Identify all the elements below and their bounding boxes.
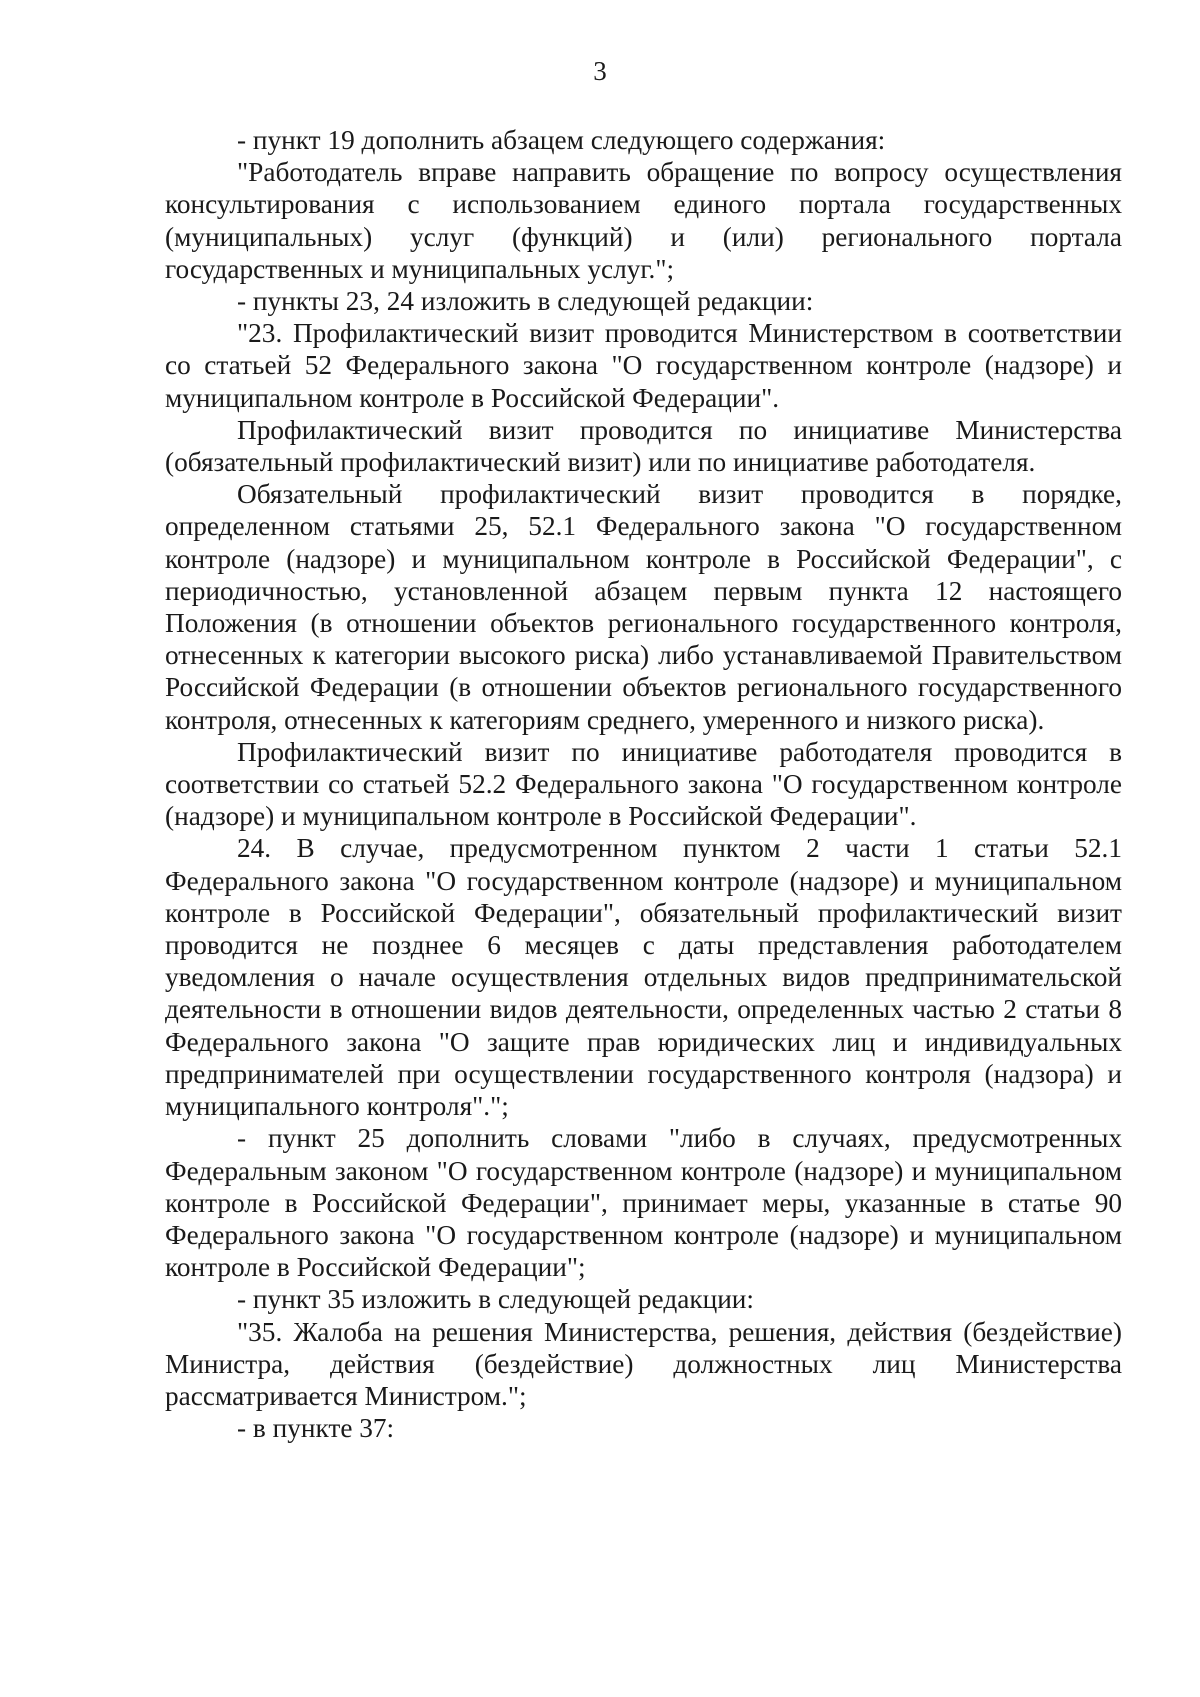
page-number: 3 xyxy=(593,56,607,86)
document-body xyxy=(165,124,1122,1444)
paragraph-mandatory-visit: Обязательный профилактический визит проводится в порядке, определенном статьями 25, 52.1 Федерального закона "О государственном контроле (надзоре) и муниципальном контроле в Российской Федерации", с периодичностью, установленной абзацем первым пункта 12 настоящего Положения (в отношении объектов регионального государственного контроля, отнесенных к категории высокого риска) либо устанавливаемой Правительством Российской Федерации (в отношении объектов регионального государственного контроля, отнесенных к категориям среднего, умеренного и низкого риска). xyxy=(165,479,1122,735)
paragraph-item-37-intro: - в пункте 37: xyxy=(237,1413,395,1444)
paragraph-item-19-intro: - пункт 19 дополнить абзацем следующего содержания: xyxy=(237,125,886,155)
paragraph-item-35: "35. Жалоба на решения Министерства, решения, действия (бездействие) Министра, действия (бездействие) должностных лиц Министерства рассматривается Министром."; xyxy=(165,1316,1122,1411)
paragraph-item-23: "23. Профилактический визит проводится Министерством в соответствии со статьей 52 Федерального закона "О государственном контроле (надзоре) и муниципальном контроле в Российской Федерации". xyxy=(165,318,1122,413)
paragraph-employer-visit: Профилактический визит по инициативе работодателя проводится в соответствии со статьей 52.2 Федерального закона "О государственном контроле (надзоре) и муниципальном контроле в Российской Федерации". xyxy=(165,736,1122,832)
paragraph-visit-initiative: Профилактический визит проводится по инициативе Министерства (обязательный профилактический визит) или по инициативе работодателя. xyxy=(165,414,1122,478)
paragraph-employer-consultation: "Работодатель вправе направить обращение по вопросу осуществления консультирования с использованием единого портала государственных (муниципальных) услуг (функций) и (или) регионального портала государственных и муниципальных услуг."; xyxy=(165,157,1122,284)
paragraph-item-25: - пункт 25 дополнить словами "либо в случаях, предусмотренных Федеральным законом "О государственном контроле (надзоре) и муниципальном контроле в Российской Федерации", принимает меры, указанные в статье 90 Федерального закона "О государственном контроле (надзоре) и муниципальном контроле в Российской Федерации"; xyxy=(165,1123,1122,1283)
paragraph-item-35-intro: - пункт 35 изложить в следующей редакции: xyxy=(237,1284,754,1315)
paragraph-items-23-24-intro: - пункты 23, 24 изложить в следующей редакции: xyxy=(237,286,814,317)
paragraph-item-24: 24. В случае, предусмотренном пунктом 2 части 1 статьи 52.1 Федерального закона "О государственном контроле (надзоре) и муниципальном контроле в Российской Федерации", обязательный профилактический визит проводится не позднее 6 месяцев с даты представления работодателем уведомления о начале осуществления отдельных видов предпринимательской деятельности в отношении видов деятельности, определенных частью 2 статьи 8 Федерального закона "О защите прав юридических лиц и индивидуальных предпринимателей при осуществлении государственного контроля (надзора) и муниципального контроля"."; xyxy=(165,833,1122,1122)
